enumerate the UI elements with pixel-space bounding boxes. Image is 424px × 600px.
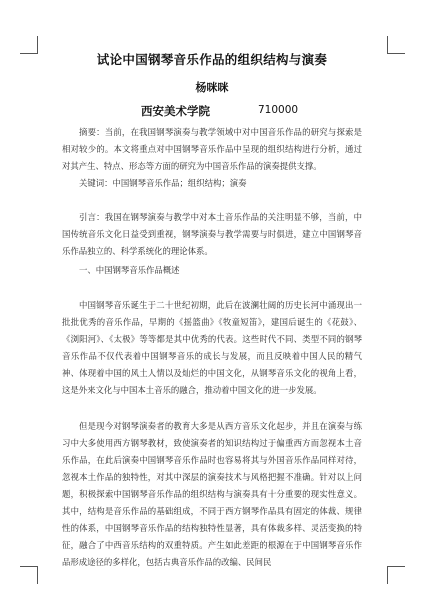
body-paragraph: 中国钢琴音乐诞生于二十世纪初期，此后在波澜壮阔的历史长河中涌现出一批批优秀的音乐作品，早期的《摇篮曲》《牧童短笛》，建国后诞生的《花鼓》、《浏阳河》、《太极》等等都是其中优秀的代表。这些时代不同、类型不同的钢琴音乐作品不仅代表着中国钢琴音乐的成长与发展，而且反映着中国人民的精气神、体现着中国的风土人情以及灿烂的中国文化，从钢琴音乐文化的视角上看，这是外来文化与中国本土音乐的融合，推动着中国文化的进一步发展。 [62,300,362,395]
body-paragraph: 但是现今对钢琴演奏者的教育大多是从西方音乐文化起步，并且在演奏与练习中大多使用西方钢琴教材，致使演奏者的知识结构过于偏重西方而忽视本土音乐作品，在此后演奏中国钢琴音乐作品时也容易将其与外国音乐作品同样对待，忽视本土作品的独特性，对其中深层的演奏技术与风格把握不准确。针对以上问题，积极探索中国钢琴音乐作品的组织结构与演奏具有十分重要的现实性意义。其中，结构是音乐作品的基础组成，不同于西方钢琴作品具有固定的体裁、规律性的体系，中国钢琴音乐作品的结构独特性显著，具有体裁多样、灵活变换的特征，融合了中西音乐结构的双重特质。产生如此差距的根源在于中国钢琴音乐作品形成途径的多样化，包括古典音乐作品的改编、民间民 [62,421,362,567]
section-heading: 一、中国钢琴音乐作品概述 [79,265,180,275]
paper-title: 试论中国钢琴音乐作品的组织结构与演奏 [96,52,328,67]
abstract: 摘要：当前，在我国钢琴演奏与教学领域中对中国音乐作品的研究与探索是相对较少的。本文将重点对中国钢琴音乐作品中呈现的组织结构进行分析，通过对其产生、特点、形态等方面的研究为中国音乐作品的演奏提供支撑。 [62,127,362,171]
affiliation: 西安美术学院 [141,104,210,118]
author-name: 杨咪咪 [195,81,229,94]
crop-mark-bottom-right-h [387,566,405,567]
crop-mark-bottom-left-h [20,566,38,567]
crop-mark-bottom-right-v [387,566,388,584]
postcode: 710000 [258,104,299,116]
crop-mark-bottom-left-v [37,566,38,584]
introduction: 引言：我国在钢琴演奏与教学中对本土音乐作品的关注明显不够，当前，中国传统音乐文化日益受到重视，钢琴演奏与教学需要与时俱进，建立中国钢琴音乐作品独立的、科学系统化的理论体系。 [62,212,362,256]
keywords: 关键词：中国钢琴音乐作品；组织结构；演奏 [79,178,247,188]
